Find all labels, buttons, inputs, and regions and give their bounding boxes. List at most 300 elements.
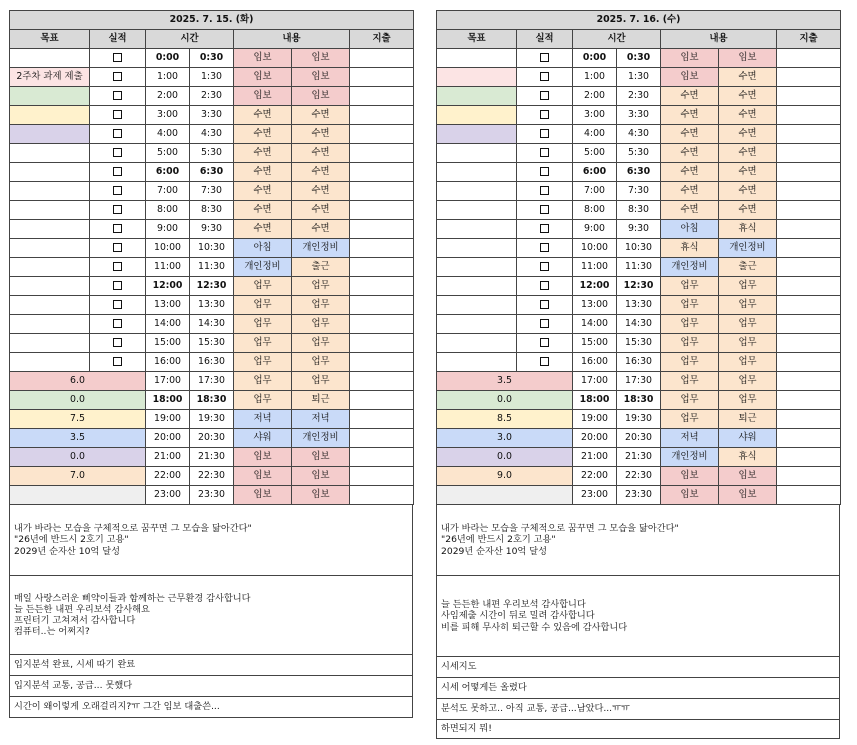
- time-start: 22:00: [573, 467, 617, 486]
- activity-cell[interactable]: 수면: [234, 125, 292, 144]
- checkbox[interactable]: [113, 91, 122, 100]
- activity-cell[interactable]: 업무: [661, 391, 719, 410]
- expense-cell[interactable]: [350, 182, 414, 201]
- time-row: [437, 391, 841, 410]
- activity-cell[interactable]: 수면: [292, 220, 350, 239]
- goal-cell[interactable]: [10, 163, 90, 182]
- checkbox[interactable]: [540, 319, 549, 328]
- activity-cell[interactable]: 임보: [292, 87, 350, 106]
- activity-cell[interactable]: 업무: [292, 372, 350, 391]
- activity-cell[interactable]: 임보: [292, 68, 350, 87]
- expense-cell[interactable]: [777, 296, 841, 315]
- time-start: 4:00: [146, 125, 190, 144]
- note-cell[interactable]: 입지분석 교통, 공급... 못했다: [10, 676, 413, 697]
- expense-cell[interactable]: [350, 125, 414, 144]
- content-header: 내용: [234, 30, 350, 49]
- time-start: 12:00: [573, 277, 617, 296]
- time-start: 20:00: [146, 429, 190, 448]
- activity-cell[interactable]: 업무: [661, 277, 719, 296]
- activity-cell[interactable]: 업무: [719, 315, 777, 334]
- activity-cell[interactable]: 업무: [719, 277, 777, 296]
- time-row: [437, 68, 841, 87]
- time-start: 2:00: [573, 87, 617, 106]
- activity-cell[interactable]: 수면: [234, 220, 292, 239]
- time-end: 9:30: [190, 220, 234, 239]
- time-row: [437, 220, 841, 239]
- checkbox[interactable]: [540, 91, 549, 100]
- checkbox[interactable]: [113, 148, 122, 157]
- activity-cell[interactable]: 업무: [234, 296, 292, 315]
- checkbox[interactable]: [540, 148, 549, 157]
- time-row: [437, 106, 841, 125]
- activity-cell[interactable]: 수면: [234, 144, 292, 163]
- goal-cell[interactable]: [10, 125, 90, 144]
- activity-cell[interactable]: 임보: [234, 68, 292, 87]
- checkbox[interactable]: [113, 186, 122, 195]
- goal-cell[interactable]: [10, 220, 90, 239]
- checkbox[interactable]: [113, 224, 122, 233]
- activity-cell[interactable]: 임보: [292, 467, 350, 486]
- goal-cell[interactable]: [437, 315, 517, 334]
- activity-cell[interactable]: 임보: [661, 49, 719, 68]
- note-cell[interactable]: 매일 사랑스러운 삐약이들과 함께하는 근무환경 감사합니다 늘 든든한 내편 우리보석 감사해요 프린터기 고쳐져서 감사합니다 컴퓨터..는 어쩌지?: [10, 576, 413, 655]
- goal-cell[interactable]: [437, 201, 517, 220]
- activity-cell[interactable]: 임보: [292, 486, 350, 505]
- activity-cell[interactable]: 수면: [661, 87, 719, 106]
- activity-cell[interactable]: 저녁: [234, 410, 292, 429]
- goal-cell[interactable]: [437, 144, 517, 163]
- time-start: 8:00: [146, 201, 190, 220]
- checkbox[interactable]: [540, 300, 549, 309]
- expense-cell[interactable]: [777, 106, 841, 125]
- expense-cell[interactable]: [777, 144, 841, 163]
- expense-cell[interactable]: [350, 296, 414, 315]
- activity-cell[interactable]: 수면: [292, 106, 350, 125]
- activity-cell[interactable]: 업무: [661, 334, 719, 353]
- time-start: 11:00: [573, 258, 617, 277]
- goal-cell[interactable]: [10, 315, 90, 334]
- done-cell: [517, 334, 573, 353]
- expense-cell[interactable]: [350, 258, 414, 277]
- checkbox[interactable]: [113, 72, 122, 81]
- activity-cell[interactable]: 수면: [292, 144, 350, 163]
- time-end: 7:30: [617, 182, 661, 201]
- activity-cell[interactable]: 수면: [292, 201, 350, 220]
- goal-cell[interactable]: [10, 201, 90, 220]
- checkbox[interactable]: [540, 281, 549, 290]
- time-end: 16:30: [190, 353, 234, 372]
- checkbox[interactable]: [113, 110, 122, 119]
- expense-cell[interactable]: [350, 429, 414, 448]
- time-row: [437, 372, 841, 391]
- time-row: [437, 277, 841, 296]
- activity-cell[interactable]: 업무: [234, 391, 292, 410]
- checkbox[interactable]: [113, 300, 122, 309]
- time-start: 1:00: [573, 68, 617, 87]
- note-cell[interactable]: 내가 바라는 모습을 구체적으로 꿈꾸면 그 모습을 닮아간다" "26년에 반드시 2호기 고용" 2029년 순자산 10억 달성: [10, 505, 413, 576]
- activity-cell[interactable]: 업무: [661, 353, 719, 372]
- goal-cell[interactable]: [10, 144, 90, 163]
- expense-cell[interactable]: [777, 429, 841, 448]
- expense-cell[interactable]: [350, 334, 414, 353]
- done-cell: [90, 182, 146, 201]
- activity-cell[interactable]: 업무: [292, 334, 350, 353]
- checkbox[interactable]: [540, 224, 549, 233]
- activity-cell[interactable]: 저녁: [292, 410, 350, 429]
- expense-cell[interactable]: [350, 201, 414, 220]
- checkbox[interactable]: [113, 262, 122, 271]
- expense-cell[interactable]: [350, 372, 414, 391]
- activity-cell[interactable]: 수면: [234, 182, 292, 201]
- expense-cell[interactable]: [350, 315, 414, 334]
- activity-cell[interactable]: 임보: [719, 486, 777, 505]
- activity-cell[interactable]: 임보: [719, 49, 777, 68]
- expense-cell[interactable]: [777, 391, 841, 410]
- activity-cell[interactable]: 수면: [292, 182, 350, 201]
- activity-cell[interactable]: 퇴근: [719, 410, 777, 429]
- time-end: 6:30: [190, 163, 234, 182]
- expense-header: 지출: [350, 30, 414, 49]
- done-cell: [517, 144, 573, 163]
- time-start: 22:00: [146, 467, 190, 486]
- time-row: [10, 467, 414, 486]
- time-end: 18:30: [617, 391, 661, 410]
- goal-cell[interactable]: [10, 106, 90, 125]
- activity-cell[interactable]: 수면: [234, 163, 292, 182]
- activity-cell[interactable]: 퇴근: [292, 391, 350, 410]
- checkbox[interactable]: [540, 357, 549, 366]
- goal-cell[interactable]: [10, 296, 90, 315]
- time-end: 4:30: [617, 125, 661, 144]
- expense-cell[interactable]: [777, 163, 841, 182]
- time-row: [437, 296, 841, 315]
- expense-cell[interactable]: [350, 87, 414, 106]
- notes-table: [9, 505, 413, 718]
- checkbox[interactable]: [113, 319, 122, 328]
- activity-cell[interactable]: 수면: [661, 125, 719, 144]
- time-start: 21:00: [146, 448, 190, 467]
- activity-cell[interactable]: 업무: [719, 296, 777, 315]
- expense-cell[interactable]: [350, 163, 414, 182]
- done-header: 실적: [517, 30, 573, 49]
- activity-cell[interactable]: 출근: [719, 258, 777, 277]
- time-row: [437, 49, 841, 68]
- expense-cell[interactable]: [350, 144, 414, 163]
- activity-cell[interactable]: 수면: [719, 201, 777, 220]
- activity-cell[interactable]: 업무: [234, 372, 292, 391]
- expense-cell[interactable]: [777, 258, 841, 277]
- time-row: [10, 429, 414, 448]
- expense-cell[interactable]: [777, 201, 841, 220]
- goal-cell[interactable]: [437, 296, 517, 315]
- expense-cell[interactable]: [777, 68, 841, 87]
- expense-cell[interactable]: [777, 220, 841, 239]
- expense-cell[interactable]: [350, 106, 414, 125]
- note-cell[interactable]: 입지분석 완료, 시세 따기 완료: [10, 655, 413, 676]
- activity-cell[interactable]: 휴식: [719, 220, 777, 239]
- activity-cell[interactable]: 임보: [292, 448, 350, 467]
- goal-cell[interactable]: [437, 125, 517, 144]
- activity-cell[interactable]: 임보: [661, 68, 719, 87]
- activity-cell[interactable]: 업무: [661, 372, 719, 391]
- activity-cell[interactable]: 임보: [661, 467, 719, 486]
- expense-cell[interactable]: [777, 467, 841, 486]
- goal-cell[interactable]: [437, 334, 517, 353]
- notes-table: [436, 505, 840, 739]
- time-row: [437, 467, 841, 486]
- goal-cell[interactable]: [10, 334, 90, 353]
- activity-cell[interactable]: 업무: [719, 353, 777, 372]
- goal-cell[interactable]: [437, 87, 517, 106]
- expense-cell[interactable]: [350, 467, 414, 486]
- time-end: 11:30: [617, 258, 661, 277]
- time-end: 0:30: [617, 49, 661, 68]
- planner-day-1: [9, 10, 413, 718]
- time-start: 14:00: [146, 315, 190, 334]
- goal-cell[interactable]: [437, 277, 517, 296]
- checkbox[interactable]: [113, 338, 122, 347]
- goal-cell[interactable]: [10, 182, 90, 201]
- activity-cell[interactable]: 수면: [719, 68, 777, 87]
- goal-cell[interactable]: [10, 49, 90, 68]
- time-end: 9:30: [617, 220, 661, 239]
- activity-cell[interactable]: 수면: [661, 144, 719, 163]
- activity-cell[interactable]: 수면: [719, 106, 777, 125]
- activity-cell[interactable]: 개인정비: [719, 239, 777, 258]
- activity-cell[interactable]: 임보: [234, 467, 292, 486]
- goal-cell[interactable]: [10, 87, 90, 106]
- activity-cell[interactable]: 임보: [234, 448, 292, 467]
- expense-cell[interactable]: [777, 87, 841, 106]
- activity-cell[interactable]: 아침: [661, 220, 719, 239]
- expense-cell[interactable]: [350, 410, 414, 429]
- activity-cell[interactable]: 업무: [234, 315, 292, 334]
- time-start: 16:00: [146, 353, 190, 372]
- time-end: 20:30: [617, 429, 661, 448]
- done-cell: [90, 125, 146, 144]
- checkbox[interactable]: [113, 281, 122, 290]
- time-row: [10, 144, 414, 163]
- checkbox[interactable]: [540, 72, 549, 81]
- activity-cell[interactable]: 수면: [661, 106, 719, 125]
- done-cell: [90, 49, 146, 68]
- expense-cell[interactable]: [777, 125, 841, 144]
- activity-cell[interactable]: 샤워: [234, 429, 292, 448]
- goal-cell[interactable]: [10, 258, 90, 277]
- time-start: 1:00: [146, 68, 190, 87]
- expense-cell[interactable]: [777, 372, 841, 391]
- activity-cell[interactable]: 업무: [292, 353, 350, 372]
- goal-cell[interactable]: [437, 220, 517, 239]
- activity-cell[interactable]: 수면: [234, 201, 292, 220]
- goal-cell[interactable]: [437, 68, 517, 87]
- expense-cell[interactable]: [350, 277, 414, 296]
- time-row: [10, 410, 414, 429]
- expense-cell[interactable]: [777, 315, 841, 334]
- activity-cell[interactable]: 임보: [234, 87, 292, 106]
- activity-cell[interactable]: 개인정비: [234, 258, 292, 277]
- checkbox[interactable]: [540, 243, 549, 252]
- time-end: 2:30: [190, 87, 234, 106]
- expense-cell[interactable]: [350, 239, 414, 258]
- activity-cell[interactable]: 업무: [719, 391, 777, 410]
- expense-cell[interactable]: [777, 410, 841, 429]
- activity-cell[interactable]: 휴식: [661, 239, 719, 258]
- done-cell: [517, 258, 573, 277]
- activity-cell[interactable]: 업무: [661, 410, 719, 429]
- activity-cell[interactable]: 업무: [234, 353, 292, 372]
- expense-cell[interactable]: [777, 182, 841, 201]
- expense-cell[interactable]: [350, 49, 414, 68]
- activity-cell[interactable]: 저녁: [661, 429, 719, 448]
- goal-cell[interactable]: [10, 277, 90, 296]
- time-row: [437, 87, 841, 106]
- done-cell: [517, 87, 573, 106]
- date-header: 2025. 7. 15. (화): [10, 11, 414, 30]
- checkbox[interactable]: [113, 129, 122, 138]
- activity-cell[interactable]: 임보: [661, 486, 719, 505]
- goal-cell[interactable]: [437, 182, 517, 201]
- expense-cell[interactable]: [777, 334, 841, 353]
- activity-cell[interactable]: 샤워: [719, 429, 777, 448]
- time-start: 13:00: [573, 296, 617, 315]
- checkbox[interactable]: [540, 53, 549, 62]
- done-cell: [90, 220, 146, 239]
- activity-cell[interactable]: 수면: [719, 125, 777, 144]
- time-row: [437, 125, 841, 144]
- time-header: 시간: [573, 30, 661, 49]
- activity-cell[interactable]: 임보: [719, 467, 777, 486]
- activity-cell[interactable]: 출근: [292, 258, 350, 277]
- expense-cell[interactable]: [350, 486, 414, 505]
- time-row: [10, 163, 414, 182]
- time-row: [437, 163, 841, 182]
- activity-cell[interactable]: 임보: [234, 49, 292, 68]
- activity-cell[interactable]: 수면: [719, 182, 777, 201]
- activity-cell[interactable]: 업무: [234, 277, 292, 296]
- activity-cell[interactable]: 수면: [292, 125, 350, 144]
- expense-cell[interactable]: [777, 486, 841, 505]
- goal-cell[interactable]: [437, 353, 517, 372]
- note-cell[interactable]: 내가 바라는 모습을 구체적으로 꿈꾸면 그 모습을 닮아간다" "26년에 반드시 2호기 고용" 2029년 순자산 10억 달성: [437, 505, 840, 576]
- time-start: 17:00: [146, 372, 190, 391]
- stat-cell: [437, 486, 573, 505]
- activity-cell[interactable]: 업무: [719, 334, 777, 353]
- activity-cell[interactable]: 휴식: [719, 448, 777, 467]
- checkbox[interactable]: [113, 205, 122, 214]
- expense-cell[interactable]: [350, 220, 414, 239]
- time-end: 22:30: [617, 467, 661, 486]
- expense-cell[interactable]: [350, 68, 414, 87]
- goal-cell[interactable]: [437, 106, 517, 125]
- time-start: 6:00: [573, 163, 617, 182]
- done-cell: [517, 239, 573, 258]
- checkbox[interactable]: [113, 357, 122, 366]
- checkbox[interactable]: [540, 186, 549, 195]
- activity-cell[interactable]: 수면: [661, 163, 719, 182]
- stat-cell: 3.0: [437, 429, 573, 448]
- stat-cell: 0.0: [437, 391, 573, 410]
- activity-cell[interactable]: 임보: [292, 49, 350, 68]
- activity-cell[interactable]: 업무: [234, 334, 292, 353]
- activity-cell[interactable]: 업무: [292, 315, 350, 334]
- goal-cell[interactable]: [437, 258, 517, 277]
- time-end: 1:30: [617, 68, 661, 87]
- note-cell[interactable]: 늘 든든한 내편 우리보석 감사합니다 사임제출 시간이 뒤로 밀려 감사합니다 비를 피해 무사히 퇴근할 수 있음에 감사합니다: [437, 576, 840, 657]
- checkbox[interactable]: [540, 338, 549, 347]
- time-end: 7:30: [190, 182, 234, 201]
- time-start: 13:00: [146, 296, 190, 315]
- checkbox[interactable]: [540, 262, 549, 271]
- goal-cell[interactable]: [437, 49, 517, 68]
- checkbox[interactable]: [540, 110, 549, 119]
- activity-cell[interactable]: 개인정비: [292, 239, 350, 258]
- expense-cell[interactable]: [350, 448, 414, 467]
- activity-cell[interactable]: 업무: [719, 372, 777, 391]
- activity-cell[interactable]: 업무: [661, 296, 719, 315]
- expense-cell[interactable]: [350, 391, 414, 410]
- time-end: 21:30: [617, 448, 661, 467]
- checkbox[interactable]: [113, 167, 122, 176]
- goal-cell[interactable]: [10, 239, 90, 258]
- activity-cell[interactable]: 업무: [292, 277, 350, 296]
- expense-cell[interactable]: [777, 353, 841, 372]
- schedule-table: [9, 10, 414, 505]
- activity-cell[interactable]: 수면: [661, 201, 719, 220]
- activity-cell[interactable]: 임보: [234, 486, 292, 505]
- activity-cell[interactable]: 수면: [719, 144, 777, 163]
- checkbox[interactable]: [540, 205, 549, 214]
- note-cell[interactable]: 시세 어떻게든 올렸다: [437, 678, 840, 699]
- note-cell[interactable]: 시세지도: [437, 657, 840, 678]
- expense-cell[interactable]: [777, 239, 841, 258]
- activity-cell[interactable]: 개인정비: [292, 429, 350, 448]
- activity-cell[interactable]: 업무: [661, 315, 719, 334]
- activity-cell[interactable]: 수면: [719, 163, 777, 182]
- time-row: [10, 277, 414, 296]
- note-cell[interactable]: 시간이 왜이렇게 오래걸리지?ㅠ 그간 임보 대출쓴...: [10, 697, 413, 718]
- expense-cell[interactable]: [350, 353, 414, 372]
- note-cell[interactable]: 분석도 못하고.. 아직 교통, 공급...남았다...ㅠㅠ: [437, 699, 840, 720]
- checkbox[interactable]: [540, 167, 549, 176]
- activity-cell[interactable]: 아침: [234, 239, 292, 258]
- checkbox[interactable]: [113, 243, 122, 252]
- checkbox[interactable]: [540, 129, 549, 138]
- done-cell: [517, 106, 573, 125]
- activity-cell[interactable]: 업무: [292, 296, 350, 315]
- goal-cell[interactable]: 2주차 과제 제출: [10, 68, 90, 87]
- activity-cell[interactable]: 수면: [292, 163, 350, 182]
- goal-cell[interactable]: [437, 239, 517, 258]
- note-cell[interactable]: 하면되지 뭐!: [437, 720, 840, 739]
- expense-cell[interactable]: [777, 49, 841, 68]
- done-cell: [90, 334, 146, 353]
- goal-cell[interactable]: [437, 163, 517, 182]
- activity-cell[interactable]: 수면: [661, 182, 719, 201]
- expense-cell[interactable]: [777, 277, 841, 296]
- checkbox[interactable]: [113, 53, 122, 62]
- activity-cell[interactable]: 수면: [719, 87, 777, 106]
- activity-cell[interactable]: 수면: [234, 106, 292, 125]
- activity-cell[interactable]: 개인정비: [661, 448, 719, 467]
- activity-cell[interactable]: 개인정비: [661, 258, 719, 277]
- time-end: 0:30: [190, 49, 234, 68]
- time-start: 3:00: [573, 106, 617, 125]
- time-start: 12:00: [146, 277, 190, 296]
- expense-cell[interactable]: [777, 448, 841, 467]
- goal-cell[interactable]: [10, 353, 90, 372]
- done-cell: [90, 353, 146, 372]
